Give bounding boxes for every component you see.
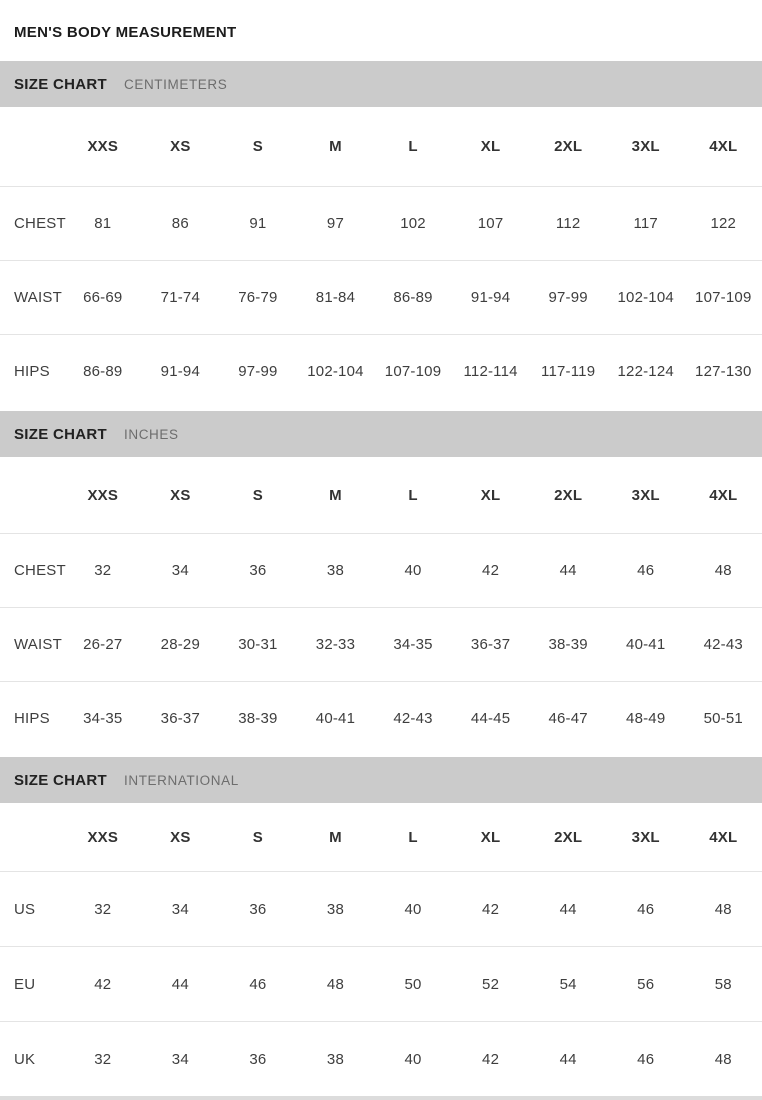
- size-column-header: 2XL: [554, 138, 583, 155]
- size-value-cell: 38-39: [238, 710, 278, 727]
- size-value-cell: 30-31: [238, 636, 278, 653]
- table-row: [0, 607, 762, 681]
- size-value-cell: 26-27: [83, 636, 123, 653]
- size-value-cell: 81: [94, 215, 112, 232]
- size-column-header: XL: [480, 828, 501, 846]
- size-column-header: L: [408, 138, 418, 155]
- size-value-cell: 46: [637, 900, 655, 918]
- table-row: [0, 871, 762, 946]
- size-column-header: 4XL: [709, 828, 738, 846]
- size-value-cell: 34: [171, 1050, 189, 1068]
- size-value-cell: 36: [249, 1050, 267, 1068]
- table-row: [0, 186, 762, 260]
- table-row: [0, 946, 762, 1021]
- size-value-cell: 91-94: [470, 289, 511, 306]
- size-value-cell: 56: [637, 975, 655, 993]
- size-value-cell: 40-41: [626, 636, 666, 653]
- size-value-cell: 91: [249, 215, 267, 232]
- size-value-cell: 38-39: [548, 636, 588, 653]
- size-value-cell: 44: [559, 900, 577, 918]
- size-header-row: [0, 803, 762, 871]
- size-chart-section-centimeters: [0, 61, 762, 408]
- size-value-cell: 102-104: [307, 363, 364, 380]
- size-value-cell: 48-49: [626, 710, 666, 727]
- size-value-cell: 102-104: [617, 289, 674, 306]
- size-value-cell: 44-45: [470, 710, 511, 727]
- next-section-edge: [0, 1096, 762, 1100]
- size-value-cell: 112-114: [463, 363, 518, 380]
- size-value-cell: 44: [171, 975, 189, 993]
- size-value-cell: 71-74: [160, 289, 201, 306]
- size-value-cell: 34-35: [393, 636, 433, 653]
- size-value-cell: 36: [249, 562, 267, 579]
- size-value-cell: 97-99: [548, 289, 588, 306]
- size-value-cell: 107-109: [384, 363, 442, 380]
- size-value-cell: 32-33: [315, 636, 356, 653]
- size-column-header: S: [252, 486, 264, 504]
- size-header-row: [0, 107, 762, 186]
- size-value-cell: 44: [559, 1050, 577, 1068]
- size-value-cell: 97: [326, 215, 345, 232]
- section-banner: [0, 411, 762, 457]
- size-value-cell: 32: [94, 562, 112, 579]
- size-value-cell: 42: [482, 900, 500, 918]
- size-value-cell: 40: [404, 562, 422, 579]
- table-row: [0, 334, 762, 408]
- size-value-cell: 117: [633, 215, 658, 232]
- size-column-header: XL: [480, 138, 501, 155]
- row-label: CHEST: [14, 562, 66, 579]
- row-label: HIPS: [14, 710, 50, 727]
- row-label: WAIST: [14, 636, 62, 653]
- size-value-cell: 48: [326, 975, 345, 993]
- size-column-header: 3XL: [631, 138, 660, 155]
- page-title: MEN'S BODY MEASUREMENT: [14, 24, 237, 41]
- size-value-cell: 117-119: [541, 363, 596, 380]
- size-value-cell: 86-89: [393, 289, 433, 306]
- size-value-cell: 40: [404, 900, 422, 918]
- size-chart-section-inches: [0, 411, 762, 755]
- row-label: WAIST: [14, 289, 62, 306]
- size-value-cell: 42: [482, 1050, 500, 1068]
- size-column-header: XXS: [87, 486, 119, 504]
- size-value-cell: 66-69: [83, 289, 123, 306]
- banner-unit-label: INTERNATIONAL: [124, 772, 239, 788]
- banner-unit-label: INCHES: [124, 426, 179, 442]
- size-value-cell: 32: [94, 1050, 112, 1068]
- size-column-header: 4XL: [709, 138, 738, 155]
- size-column-header: XL: [480, 486, 501, 504]
- size-value-cell: 50: [404, 975, 422, 993]
- size-value-cell: 107: [477, 215, 504, 232]
- banner-unit-label: CENTIMETERS: [124, 76, 228, 92]
- table-row: [0, 681, 762, 755]
- size-value-cell: 40-41: [315, 710, 356, 727]
- size-value-cell: 86-89: [83, 363, 123, 380]
- size-value-cell: 127-130: [695, 363, 752, 380]
- size-value-cell: 76-79: [238, 289, 278, 306]
- size-column-header: M: [329, 138, 342, 155]
- size-value-cell: 46: [637, 1050, 655, 1068]
- size-value-cell: 122: [710, 215, 737, 232]
- section-banner: [0, 61, 762, 107]
- size-value-cell: 36-37: [470, 636, 511, 653]
- size-column-header: 2XL: [554, 828, 583, 846]
- size-value-cell: 112: [555, 215, 581, 232]
- size-value-cell: 40: [404, 1050, 422, 1068]
- size-value-cell: 38: [326, 900, 345, 918]
- size-value-cell: 102: [400, 215, 426, 232]
- banner-title: SIZE CHART: [14, 771, 107, 789]
- size-value-cell: 32: [94, 900, 112, 918]
- size-column-header: M: [329, 486, 342, 504]
- size-column-header: XS: [170, 138, 191, 155]
- size-header-row: [0, 457, 762, 533]
- size-value-cell: 42: [94, 975, 112, 993]
- size-column-header: S: [252, 138, 264, 155]
- size-column-header: XXS: [87, 828, 119, 846]
- size-column-header: XS: [170, 828, 191, 846]
- size-value-cell: 42-43: [393, 710, 433, 727]
- size-value-cell: 46-47: [548, 710, 588, 727]
- size-value-cell: 46: [249, 975, 267, 993]
- table-row: [0, 1021, 762, 1096]
- section-banner: [0, 757, 762, 803]
- row-label: US: [14, 900, 36, 918]
- size-value-cell: 91-94: [160, 363, 201, 380]
- size-value-cell: 107-109: [695, 289, 752, 306]
- size-chart-section-international: [0, 757, 762, 1096]
- size-value-cell: 48: [714, 562, 732, 579]
- size-value-cell: 36-37: [160, 710, 201, 727]
- size-value-cell: 34: [171, 562, 189, 579]
- size-value-cell: 36: [249, 900, 267, 918]
- size-value-cell: 58: [714, 975, 732, 993]
- table-row: [0, 260, 762, 334]
- banner-title: SIZE CHART: [14, 75, 107, 93]
- row-label: HIPS: [14, 363, 50, 380]
- size-column-header: XXS: [87, 138, 119, 155]
- size-column-header: L: [408, 828, 418, 846]
- size-value-cell: 28-29: [160, 636, 201, 653]
- table-row: [0, 533, 762, 607]
- size-value-cell: 48: [714, 900, 732, 918]
- size-table-centimeters: [0, 107, 762, 408]
- row-label: CHEST: [14, 215, 66, 232]
- size-value-cell: 38: [326, 1050, 345, 1068]
- size-column-header: 3XL: [631, 486, 660, 504]
- size-value-cell: 54: [559, 975, 577, 993]
- size-value-cell: 38: [326, 562, 345, 579]
- size-table-international: [0, 803, 762, 1096]
- size-column-header: M: [329, 828, 342, 846]
- size-value-cell: 86: [171, 215, 189, 232]
- size-value-cell: 34-35: [83, 710, 123, 727]
- size-column-header: 2XL: [554, 486, 583, 504]
- size-column-header: 4XL: [709, 486, 738, 504]
- size-value-cell: 122-124: [617, 363, 674, 380]
- size-value-cell: 46: [637, 562, 655, 579]
- size-value-cell: 48: [714, 1050, 732, 1068]
- size-value-cell: 97-99: [238, 363, 278, 380]
- size-value-cell: 42-43: [703, 636, 743, 653]
- size-column-header: XS: [170, 486, 191, 504]
- size-value-cell: 34: [171, 900, 189, 918]
- size-value-cell: 52: [482, 975, 500, 993]
- size-value-cell: 42: [482, 562, 500, 579]
- row-label: UK: [14, 1050, 36, 1068]
- row-label: EU: [14, 975, 36, 993]
- size-column-header: 3XL: [631, 828, 660, 846]
- size-table-inches: [0, 457, 762, 755]
- size-value-cell: 44: [559, 562, 577, 579]
- size-value-cell: 50-51: [703, 710, 743, 727]
- size-value-cell: 81-84: [315, 289, 356, 306]
- size-column-header: S: [252, 828, 264, 846]
- banner-title: SIZE CHART: [14, 425, 107, 443]
- size-column-header: L: [408, 486, 418, 504]
